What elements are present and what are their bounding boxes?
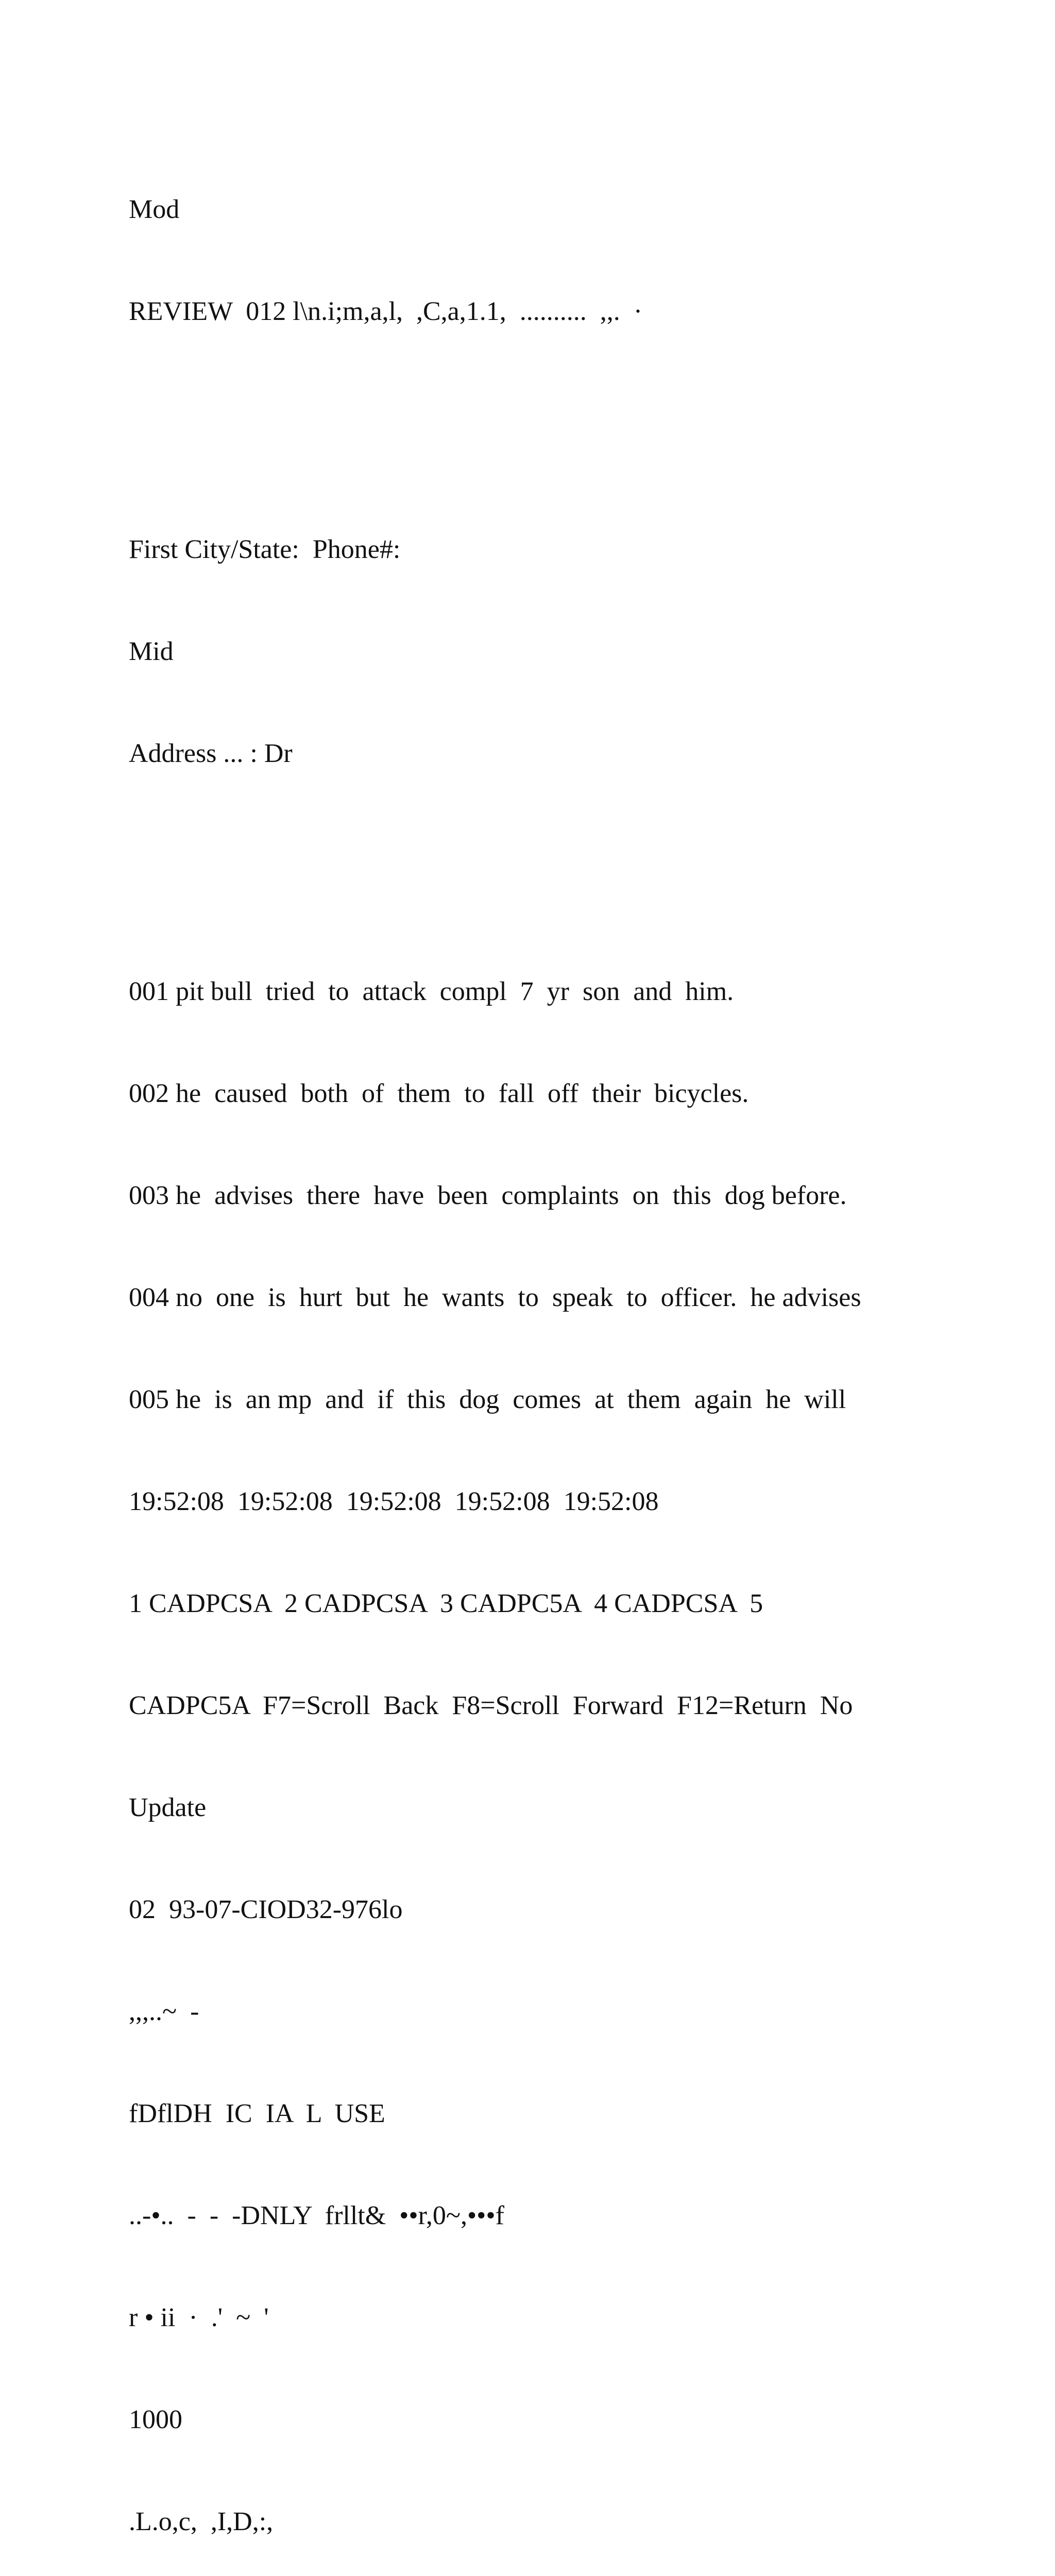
ocr-line: 02 93-07-CIOD32-976lo [129,1895,403,1924]
address-label: Address ... : Dr [129,739,293,768]
function-keys-line: CADPC5A F7=Scroll Back F8=Scroll Forward F12=Return No [129,1691,853,1720]
spacer [129,839,1025,873]
remarks-line: 003 he advises there have been complaints on this dog before. [129,1181,847,1210]
remarks-line: 004 no one is hurt but he wants to speak to officer. he advises [129,1283,861,1312]
timestamps-line: 19:52:08 19:52:08 19:52:08 19:52:08 19:52:08 [129,1487,659,1516]
ocr-line: ..-•.. - - -DNLY frllt& ••r,0~,•••f [129,2201,504,2230]
operator-ids-line: 1 CADPCSA 2 CADPCSA 3 CADPC5A 4 CADPCSA 5 [129,1589,763,1618]
remarks-line: 001 pit bull tried to attack compl 7 yr son and him. [129,977,734,1006]
mid-label: Mid [129,637,174,666]
review-line: REVIEW 012 l\n.i;m,a,l, ,C,a,1.1, .......... ,,. · [129,297,643,326]
document-text [129,125,1025,2576]
ocr-line: ,,,..~ - [129,1997,199,2026]
ocr-line: 1000 [129,2405,182,2434]
remarks-line: 005 he is an mp and if this dog comes at them again he will [129,1385,846,1414]
ocr-line: fDflDH IC IA L USE [129,2099,385,2128]
spacer [129,397,1025,431]
city-state-phone-label: First City/State: Phone#: [129,535,401,564]
header-mod: Mod [129,195,180,224]
remarks-line: 002 he caused both of them to fall off their bicycles. [129,1079,749,1108]
ocr-line: .L.o,c, ,I,D,:, [129,2507,274,2536]
ocr-line: r • ii · .' ~ ' [129,2303,269,2332]
function-keys-line: Update [129,1793,207,1822]
